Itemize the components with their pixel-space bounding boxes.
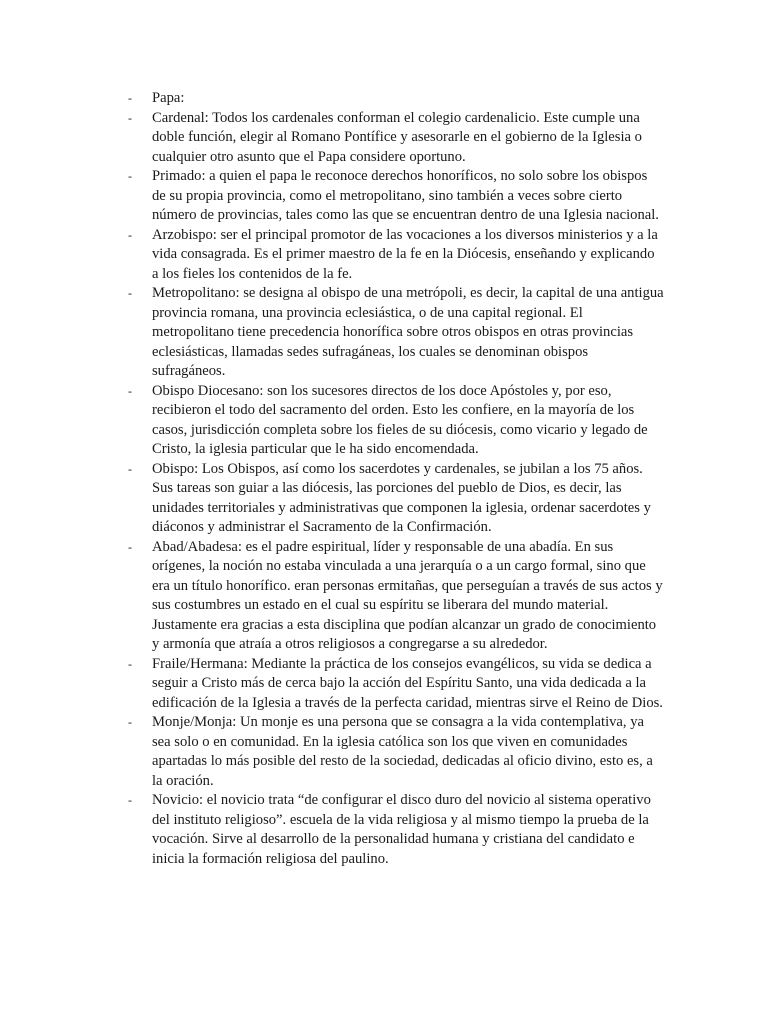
list-item [128,284,664,382]
list-item-text: Monje/Monja: Un monje es una persona que se consagra a la vida contemplativa, ya sea solo o en comunidad. En la iglesia católica son los que viven en comunidades apartadas lo más posible del resto de la sociedad, dedicadas al oficio divino, esto es, a la oración. [152,714,653,789]
list-item [128,382,664,460]
bullet-marker: - [128,227,132,242]
bullet-marker: - [128,539,132,554]
bullet-marker: - [128,793,132,807]
list-item-text: Abad/Abadesa: es el padre espiritual, líder y responsable de una abadía. En sus orígenes, la noción no estaba vinculada a una jerarquía o a un cargo formal, sino que era un título honorífico. eran personas ermitañas, que perseguían a través de sus actos y sus costumbres un estado en el cual su espíritu se liberara del mundo material. Justamente era gracias a esta disciplina que podían alcanzar un grado de conocimiento y armonía que atraía a otros religiosos a congregarse a su alrededor. [152,538,663,652]
list-item-text: Metropolitano: se designa al obispo de una metrópoli, es decir, la capital de una antigua provincia romana, una provincia eclesiástica, o de una capital regional. El metropolitano tiene precedencia honorífica sobre otros obispos en otras provincias eclesiásticas, llamadas sedes sufragáneas, los cuales se denominan obispos sufragáneos. [152,285,664,379]
list-item-text: Papa: [152,90,185,106]
list-item [128,89,664,109]
bullet-marker: - [128,461,132,476]
bullet-marker: - [128,286,132,300]
list-item [128,226,664,285]
list-item-text: Obispo Diocesano: son los sucesores directos de los doce Apóstoles y, por eso, recibieron el todo del sacramento del orden. Esto les confiere, en la mayoría de los casos, jurisdicción completa sobre los fieles de su diócesis, como vicario y legado de Cristo, la iglesia particular que le ha sido encomendada. [152,382,648,457]
list-item [128,538,664,655]
bullet-marker: - [128,91,132,105]
list-item [128,791,664,869]
list-item-text: Cardenal: Todos los cardenales conforman el colegio cardenalicio. Este cumple una doble función, elegir al Romano Pontífice y asesorarle en el gobierno de la Iglesia o cualquier otro asunto que el Papa considere oportuno. [152,109,642,165]
bullet-marker: - [128,715,132,729]
list-item-text: Obispo: Los Obispos, así como los sacerdotes y cardenales, se jubilan a los 75 años. Sus tareas son guiar a las diócesis, las porciones del pueblo de Dios, es decir, las unidades territoriales y administrativas que componen la iglesia, ordenar sacerdotes y diáconos y administrar el Sacramento de la Confirmación. [152,460,651,535]
list-item [128,655,664,714]
list-item [128,109,664,168]
hierarchy-list [128,89,664,869]
bullet-marker: - [128,110,132,125]
bullet-marker: - [128,169,132,183]
list-item-text: Primado: a quien el papa le reconoce derechos honoríficos, no solo sobre los obispos de su propia provincia, como el metropolitano, sino también a veces sobre cierto número de provincias, tales como las que se encuentran dentro de una Iglesia nacional. [152,168,659,223]
bullet-marker: - [128,383,132,398]
bullet-marker: - [128,656,132,671]
list-item [128,460,664,538]
list-item [128,167,664,226]
list-item-text: Novicio: el novicio trata “de configurar el disco duro del novicio al sistema operativo del instituto religioso”. escuela de la vida religiosa y al mismo tiempo la prueba de la vocación. Sirve al desarrollo de la personalidad humana y cristiana del candidato e inicia la formación religiosa del paulino. [152,792,651,867]
list-item-text: Arzobispo: ser el principal promotor de las vocaciones a los diversos ministerios y a la vida consagrada. Es el primer maestro de la fe en la Diócesis, enseñando y explicando a los fieles los contenidos de la fe. [152,226,658,282]
list-item [128,713,664,791]
list-item-text: Fraile/Hermana: Mediante la práctica de los consejos evangélicos, su vida se dedica a seguir a Cristo más de cerca bajo la acción del Espíritu Santo, una vida dedicada a la edificación de la Iglesia a través de la perfecta caridad, mientras sirve el Reino de Dios. [152,655,663,711]
